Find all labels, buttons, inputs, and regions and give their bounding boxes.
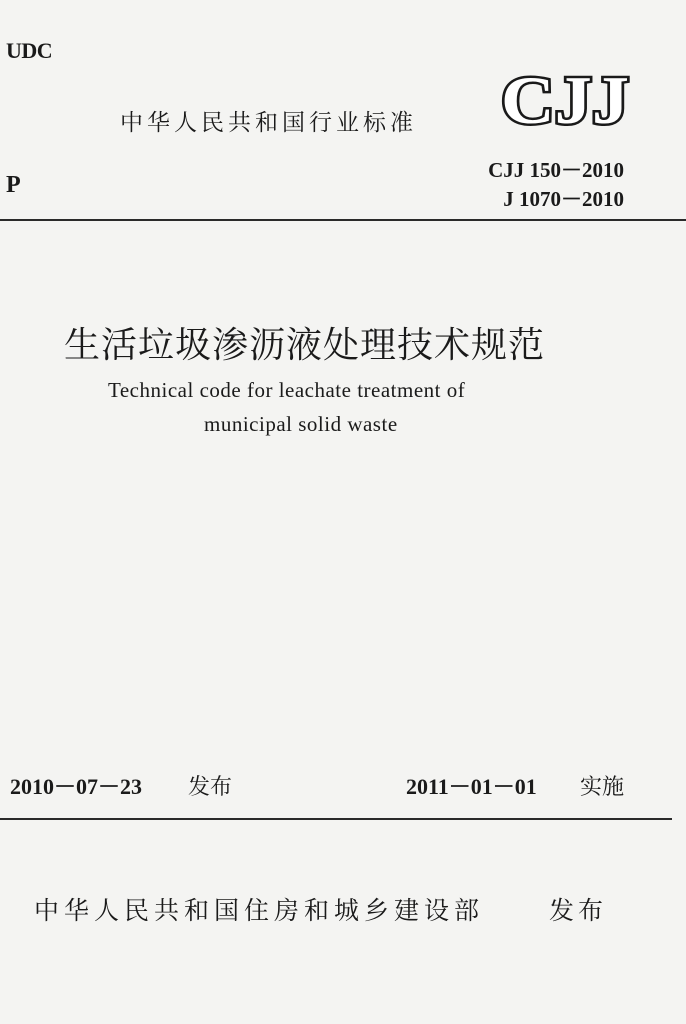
title-chinese: 生活垃圾渗沥液处理技术规范	[64, 325, 546, 366]
cjj-logo	[498, 66, 632, 132]
implement-label: 实施	[580, 775, 625, 800]
implement-date: 2011－01－01	[406, 774, 537, 799]
issue-date: 2010－07－23	[10, 774, 143, 799]
publish-label: 发布	[549, 896, 608, 925]
industry-standard-heading: 中华人民共和国行业标准	[120, 110, 417, 136]
title-english-line2: municipal solid waste	[204, 412, 398, 436]
issuing-ministry: 中华人民共和国住房和城乡建设部	[34, 896, 485, 925]
title-english-line1: Technical code for leachate treatment of	[108, 378, 466, 402]
udc-label: UDC	[6, 38, 53, 63]
bottom-divider	[0, 818, 672, 820]
issue-label: 发布	[188, 775, 233, 800]
classification-code: P	[6, 172, 21, 198]
cjj-logo-text: CJJ	[501, 66, 629, 132]
standard-number: CJJ 150－2010	[488, 158, 624, 182]
top-divider	[0, 219, 686, 221]
record-number: J 1070－2010	[503, 187, 624, 211]
